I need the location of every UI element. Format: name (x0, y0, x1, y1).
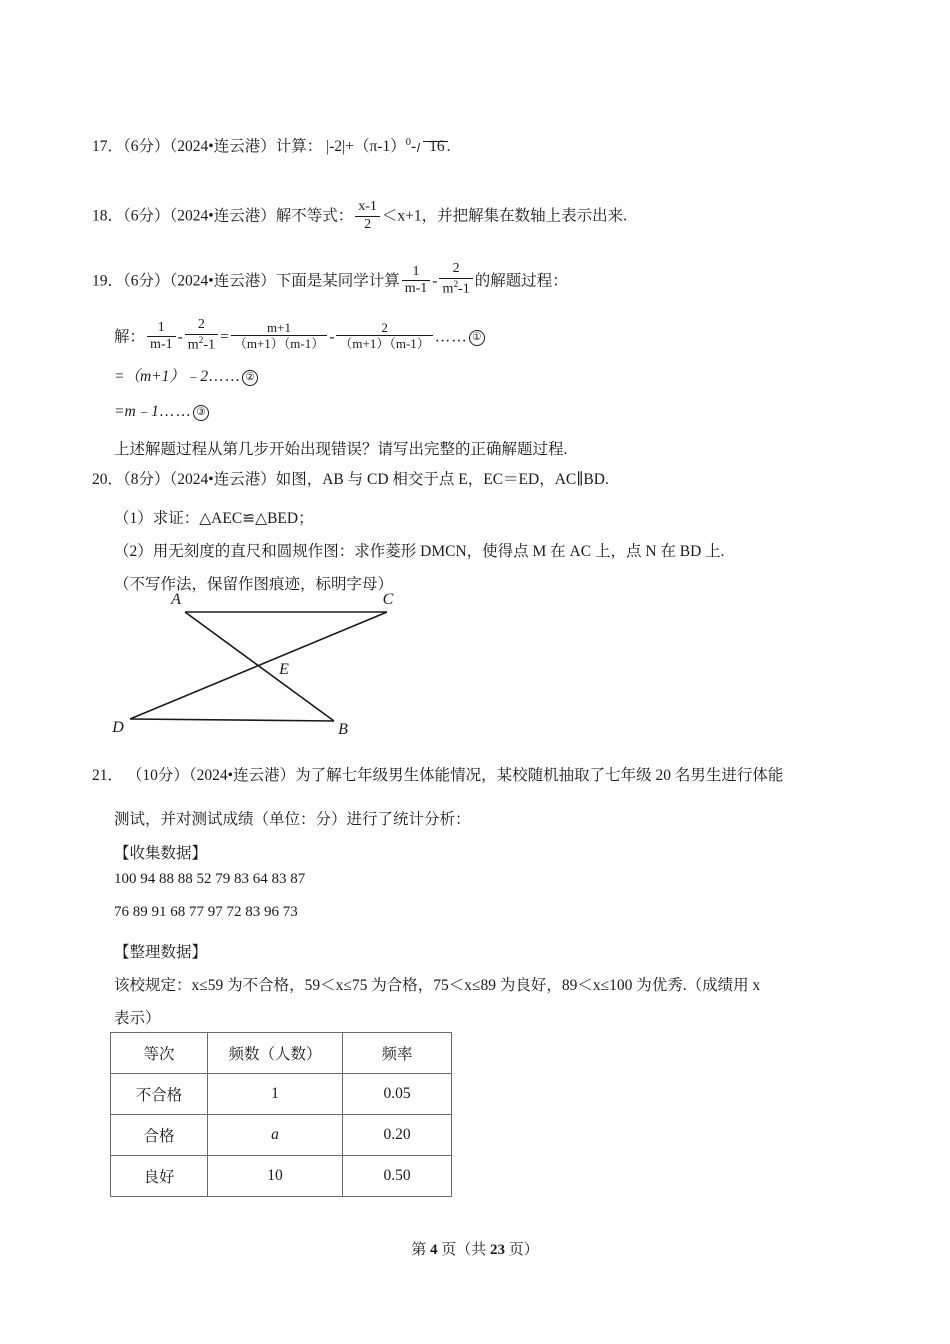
problem-21-criteria-line-2: 表示） (114, 1010, 161, 1027)
table-row (111, 1156, 452, 1197)
cell-rate: 0.50 (343, 1156, 452, 1197)
problem-21-dot: ． (107, 767, 124, 784)
problem-18-prompt: 解不等式： (275, 207, 354, 225)
problem-17-abs: |-2| (326, 138, 346, 156)
problem-17-period: . (446, 138, 451, 156)
step1-fraction-2 (185, 318, 218, 353)
problem-21-data-row-2: 76 89 91 68 77 97 72 83 96 73 (114, 904, 298, 920)
problem-19-expr-f1-den: m-1 (402, 280, 431, 297)
cell-rate: 0.05 (343, 1074, 452, 1115)
table-row (111, 1115, 452, 1156)
geometry-svg (100, 590, 430, 750)
problem-21-criteria-line-1: 该校规定：x≤59 为不合格，59＜x≤75 为合格，75＜x≤89 为良好，89＜x≤100 为优秀.（成绩用 x (114, 977, 761, 994)
problem-20-source: （2024•连云港） (169, 471, 276, 488)
cell-rate: 0.20 (343, 1115, 452, 1156)
figure-label-a: A (171, 591, 181, 608)
problem-19-expr-f2-den-base: m (442, 281, 454, 297)
figure-label-c: C (382, 591, 394, 608)
table-header-grade: 等次 (111, 1033, 208, 1074)
segment-db (130, 719, 334, 721)
step1-f3-num: m+1 (267, 319, 291, 335)
step1-equals: = (220, 328, 229, 346)
problem-19-expr-f2-num: 2 (452, 261, 460, 276)
problem-20-stem: 如图，AB 与 CD 相交于点 E，EC＝ED，AC∥BD. (275, 471, 609, 488)
problem-19 (92, 262, 568, 297)
problem-20-sub2: （2）用无刻度的直尺和圆规作图：求作菱形 DMCN，使得点 M 在 AC 上，点 N 在 BD 上. (114, 543, 725, 560)
step1-f2-den-sup: 2 (198, 335, 204, 346)
step3-text: =m﹣1 (114, 403, 159, 420)
page-footer (0, 1238, 950, 1259)
problem-17-radicand: 16 (429, 138, 445, 156)
problem-20-sub3: （不写作法，保留作图痕迹，标明字母） (114, 576, 394, 593)
step1-fraction-4 (336, 321, 432, 351)
problem-18-number: 18 (92, 207, 108, 225)
problem-18-source: （2024•连云港） (169, 207, 276, 225)
problem-21-stem-line2: 测试，并对测试成绩（单位：分）进行了统计分析： (114, 811, 471, 828)
frequency-table (110, 1032, 452, 1197)
problem-18-denominator: 2 (355, 216, 380, 233)
step1-f2-num: 2 (197, 317, 205, 332)
problem-19-question: 上述解题过程从第几步开始出现错误？请写出完整的正确解题过程. (114, 441, 568, 458)
square-root-icon (416, 139, 447, 155)
problem-17-minus: - (411, 138, 417, 156)
problem-17-plus: + (345, 138, 354, 156)
footer-total-pages: 23 (490, 1242, 505, 1258)
problem-17-paren: （π-1） (353, 138, 406, 156)
table-header-rate: 频率 (343, 1033, 452, 1074)
step2-text: =（m+1）﹣2 (114, 368, 209, 385)
problem-18-fraction (355, 200, 380, 232)
step1-f1-den: m-1 (147, 336, 176, 353)
step1-minus-b: - (329, 328, 335, 346)
figure-label-e: E (279, 661, 289, 678)
problem-21-section-collect: 【收集数据】 (114, 845, 208, 862)
geometry-figure (100, 590, 430, 750)
problem-18-right-side: x+1 (397, 207, 422, 225)
problem-19-expr-minus: - (432, 272, 438, 290)
problem-19-expr-fraction-2 (439, 262, 472, 297)
table-row (111, 1074, 452, 1115)
problem-19-step-1 (114, 318, 485, 353)
segment-ab (185, 612, 334, 721)
problem-21-points: （10分） (126, 767, 189, 784)
problem-21-stem-line1: 为了解七年级男生体能情况，某校随机抽取了七年级 20 名男生进行体能 (295, 767, 784, 784)
problem-18 (92, 200, 627, 232)
problem-19-prompt: 下面是某同学计算 (275, 272, 400, 290)
problem-17-exponent: 0 (405, 137, 411, 148)
problem-20 (92, 472, 609, 488)
problem-21-section-organize: 【整理数据】 (114, 944, 208, 961)
cell-grade: 合格 (111, 1115, 208, 1156)
problem-17-source: （2024•连云港） (169, 138, 276, 156)
figure-label-b: B (338, 721, 348, 738)
problem-17-points: （6分） (123, 138, 170, 156)
problem-19-source: （2024•连云港） (169, 272, 276, 290)
problem-18-tail: ，并把解集在数轴上表示出来. (421, 207, 628, 225)
step1-f3-den: （m+1）（m-1） (231, 335, 327, 351)
step1-f2-den-base: m (187, 337, 199, 353)
cell-frequency: a (208, 1115, 343, 1156)
problem-18-dot: ． (107, 207, 124, 225)
step1-f1-num: 1 (157, 319, 165, 335)
step1-f2-den-tail: -1 (203, 337, 216, 353)
step1-fraction-1 (147, 321, 176, 353)
cell-grade: 良好 (111, 1156, 208, 1197)
problem-21 (92, 768, 783, 784)
step1-marker: ① (469, 330, 485, 346)
problem-19-points: （6分） (123, 272, 170, 290)
problem-17-dot: ． (107, 138, 124, 156)
problem-18-numerator: x-1 (358, 199, 377, 214)
footer-page-number: 4 (429, 1242, 438, 1258)
problem-20-number: 20 (92, 471, 108, 488)
step2-dots: …… (208, 368, 242, 385)
cell-frequency: 10 (208, 1156, 343, 1197)
step2-marker: ② (242, 370, 258, 386)
problem-18-points: （6分） (123, 207, 170, 225)
problem-21-data-row-1: 100 94 88 88 52 79 83 64 83 87 (114, 871, 306, 887)
problem-19-expr-f2-den-tail: -1 (458, 281, 470, 297)
table-header-row (111, 1033, 452, 1074)
step1-minus-a: - (177, 328, 183, 346)
segment-dc (130, 612, 387, 719)
step1-f2-den (185, 334, 218, 353)
table-header-frequency: 频数（人数） (208, 1033, 343, 1074)
figure-label-d: D (112, 719, 124, 736)
step1-f4-num: 2 (381, 319, 388, 335)
problem-17 (92, 138, 451, 155)
problem-19-dot: ． (107, 272, 124, 290)
problem-21-source: （2024•连云港） (188, 767, 296, 784)
cell-frequency: 1 (208, 1074, 343, 1115)
problem-19-number: 19 (92, 272, 108, 290)
problem-18-relation: ＜ (381, 207, 398, 225)
problem-19-expr-f2-den-sup: 2 (453, 279, 459, 290)
problem-17-number: 17 (92, 138, 108, 156)
footer-middle: 页（共 (441, 1242, 487, 1258)
problem-19-solution-label: 解： (114, 328, 146, 346)
problem-19-step-3 (114, 404, 209, 421)
problem-21-number: 21 (92, 767, 108, 784)
step1-f4-den: （m+1）（m-1） (336, 335, 432, 351)
footer-suffix: 页） (508, 1242, 539, 1258)
step3-dots: …… (158, 403, 192, 420)
problem-20-sub1: （1）求证：△AEC≌△BED； (114, 510, 314, 527)
step1-fraction-3 (231, 321, 327, 351)
problem-19-step-2 (114, 369, 258, 386)
problem-20-dot: ． (107, 471, 124, 488)
problem-17-prompt: 计算： (275, 138, 323, 156)
step3-marker: ③ (193, 405, 209, 421)
problem-20-points: （8分） (123, 471, 170, 488)
step1-dots: …… (434, 328, 468, 346)
problem-19-expr-f1-num: 1 (412, 263, 420, 279)
problem-19-prompt-tail: 的解题过程： (474, 272, 568, 290)
cell-grade: 不合格 (111, 1074, 208, 1115)
footer-prefix: 第 (411, 1242, 427, 1258)
problem-19-expr-f2-den (439, 278, 472, 297)
problem-19-expr-fraction-1 (402, 265, 431, 297)
